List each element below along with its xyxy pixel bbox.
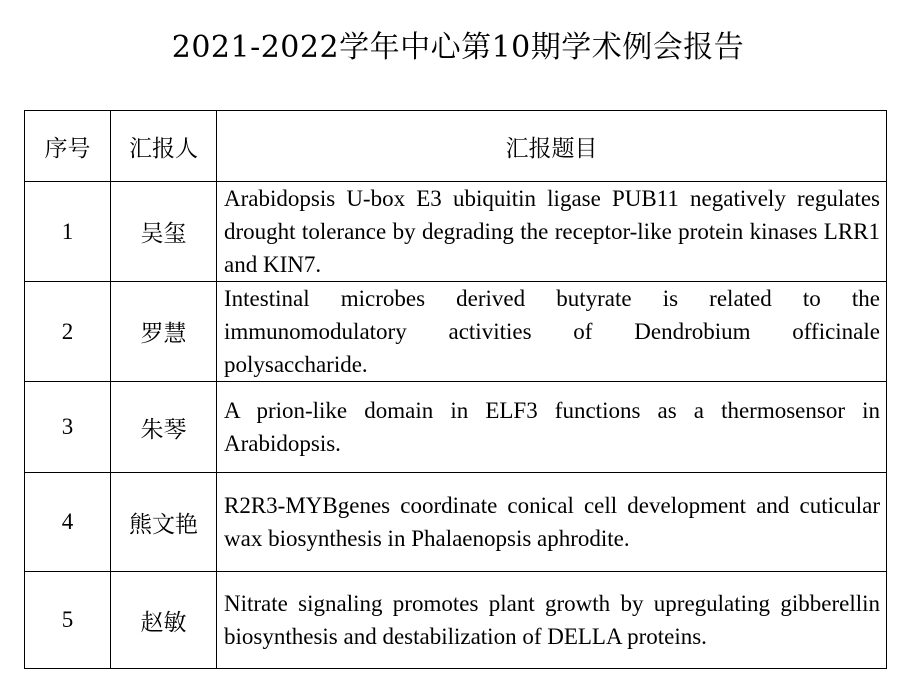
- table-row: [25, 282, 887, 382]
- row-number: 1: [25, 182, 111, 282]
- row-presenter: 熊文艳: [111, 473, 217, 572]
- row-presenter: 赵敏: [111, 572, 217, 669]
- row-number: 3: [25, 382, 111, 473]
- table-header-row: [25, 111, 887, 182]
- table-row: [25, 572, 887, 669]
- page-title: 2021-2022学年中心第10期学术例会报告: [171, 30, 745, 65]
- header-presenter: 汇报人: [111, 111, 217, 182]
- row-topic: Nitrate signaling promotes plant growth by upregulating gibberellin biosynthesis and destabilization of DELLA proteins.: [217, 572, 887, 669]
- row-presenter: 吴玺: [111, 182, 217, 282]
- header-number: 序号: [25, 111, 111, 182]
- row-number: 4: [25, 473, 111, 572]
- row-presenter: 罗慧: [111, 282, 217, 382]
- report-schedule-table: [24, 110, 887, 669]
- row-number: 5: [25, 572, 111, 669]
- row-topic: Intestinal microbes derived butyrate is related to the immunomodulatory activities of Dendrobium officinale polysaccharide.: [217, 282, 887, 382]
- header-topic: 汇报题目: [217, 111, 887, 182]
- row-presenter: 朱琴: [111, 382, 217, 473]
- row-number: 2: [25, 282, 111, 382]
- row-topic: A prion-like domain in ELF3 functions as a thermosensor in Arabidopsis.: [217, 382, 887, 473]
- table-row: [25, 382, 887, 473]
- row-topic: Arabidopsis U-box E3 ubiquitin ligase PUB11 negatively regulates drought tolerance by degrading the receptor-like protein kinases LRR1 and KIN7.: [217, 182, 887, 282]
- table-row: [25, 182, 887, 282]
- table-row: [25, 473, 887, 572]
- row-topic: R2R3-MYBgenes coordinate conical cell development and cuticular wax biosynthesis in Phalaenopsis aphrodite.: [217, 473, 887, 572]
